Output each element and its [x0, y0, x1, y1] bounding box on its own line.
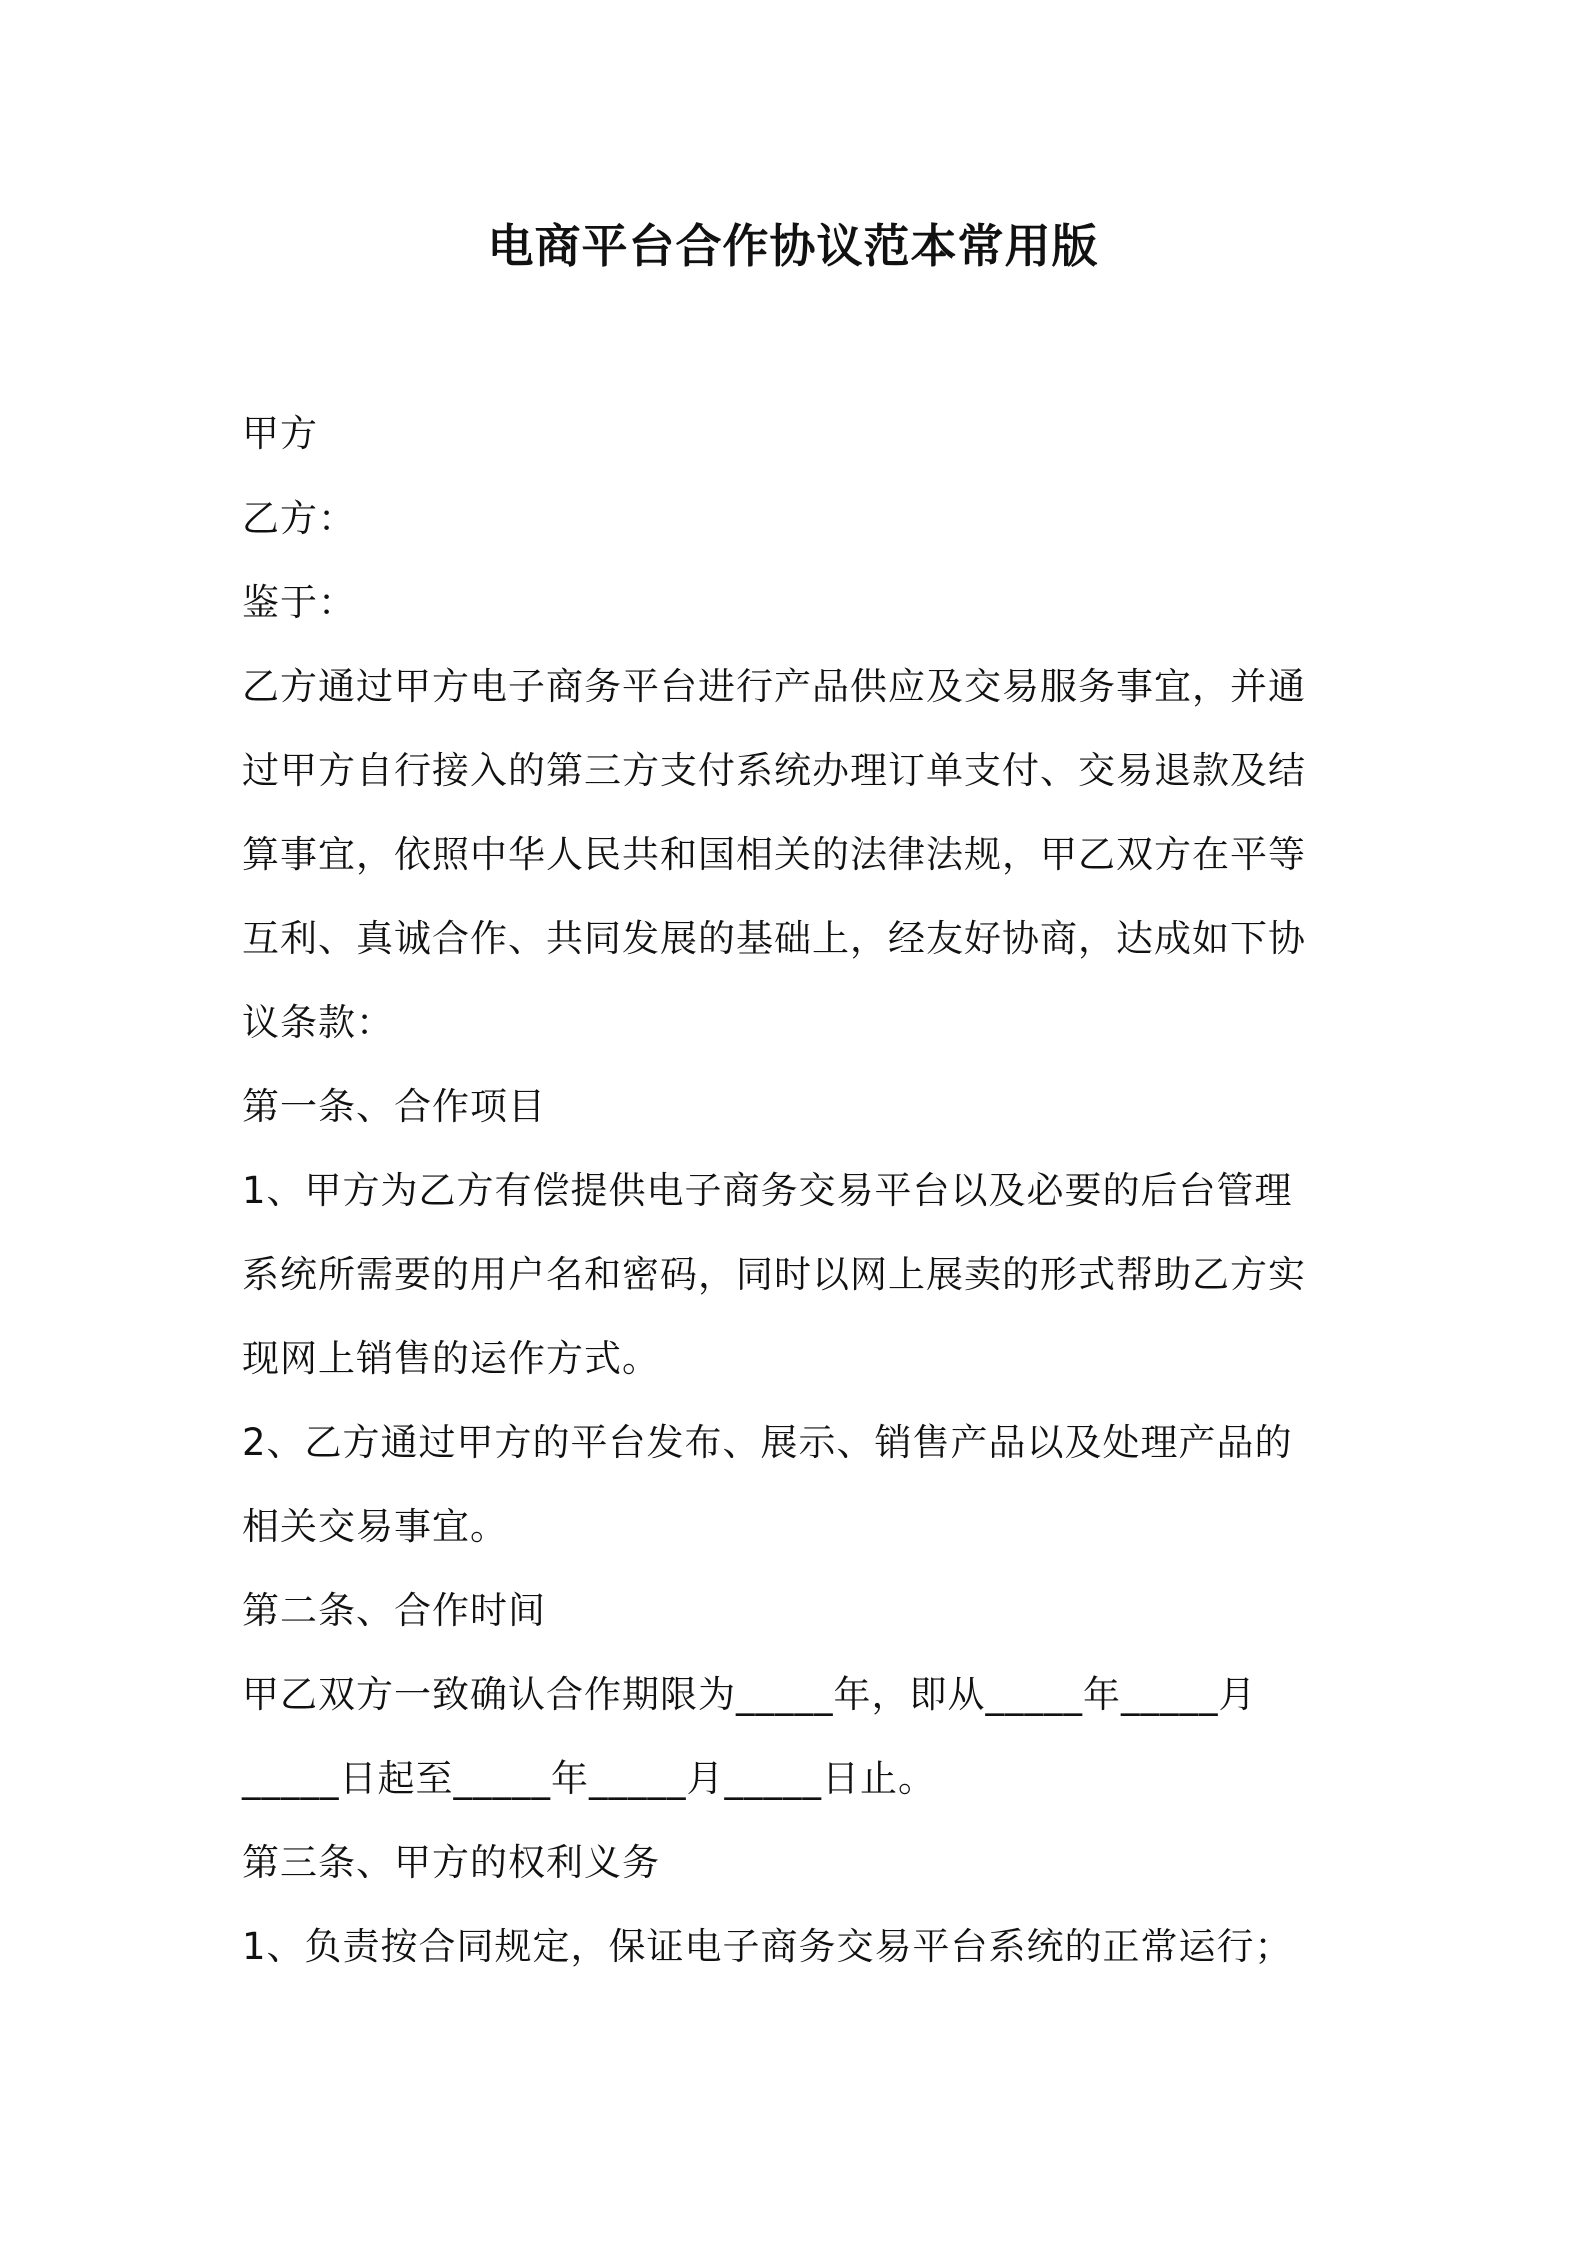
paragraph-line: _____日起至_____年_____月_____日止。: [242, 1757, 936, 1800]
section-heading: 第三条、甲方的权利义务: [242, 1841, 660, 1884]
paragraph-line: 过甲方自行接入的第三方支付系统办理订单支付、交易退款及结: [242, 749, 1306, 792]
paragraph-line: 现网上销售的运作方式。: [242, 1337, 660, 1380]
paragraph-line: 系统所需要的用户名和密码，同时以网上展卖的形式帮助乙方实: [242, 1253, 1306, 1296]
party-a-label: 甲方: [242, 412, 318, 455]
paragraph-line: 相关交易事宜。: [242, 1505, 508, 1548]
paragraph-line: 议条款：: [242, 1001, 394, 1044]
party-b-label: 乙方：: [242, 497, 356, 540]
paragraph-line: 1、甲方为乙方有偿提供电子商务交易平台以及必要的后台管理: [242, 1169, 1293, 1212]
paragraph-line: 1、负责按合同规定，保证电子商务交易平台系统的正常运行；: [242, 1925, 1293, 1968]
paragraph-line: 甲乙双方一致确认合作期限为_____年，即从_____年_____月: [242, 1673, 1257, 1716]
document-title: 电商平台合作协议范本常用版: [487, 219, 1099, 273]
paragraph-line: 乙方通过甲方电子商务平台进行产品供应及交易服务事宜，并通: [242, 665, 1306, 708]
whereas-label: 鉴于：: [242, 581, 356, 624]
paragraph-line: 算事宜，依照中华人民共和国相关的法律法规，甲乙双方在平等: [242, 833, 1306, 876]
paragraph-line: 2、乙方通过甲方的平台发布、展示、销售产品以及处理产品的: [242, 1421, 1293, 1464]
section-heading: 第一条、合作项目: [242, 1085, 546, 1128]
section-heading: 第二条、合作时间: [242, 1589, 546, 1632]
paragraph-line: 互利、真诚合作、共同发展的基础上，经友好协商，达成如下协: [242, 917, 1306, 960]
